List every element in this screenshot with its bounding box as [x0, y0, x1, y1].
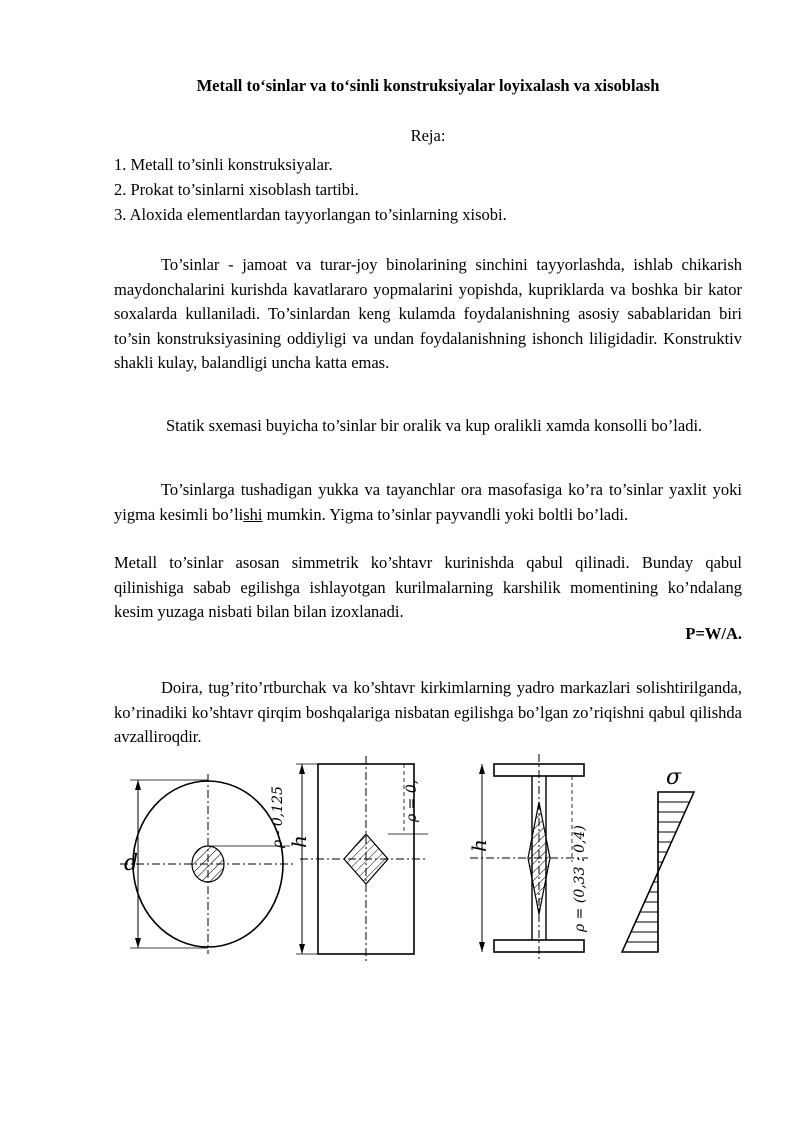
- rect-rho-label: ρ = 0,: [404, 779, 420, 822]
- circle-section: [120, 774, 296, 954]
- paragraph-5: [114, 676, 742, 750]
- paragraph-text: mumkin. Yigma to’sinlar payvandli yoki boltli bo’ladi.: [262, 504, 629, 524]
- formula: P=W/A.: [685, 624, 742, 643]
- paragraph-1: [114, 253, 742, 376]
- paragraph-3: [114, 478, 742, 527]
- paragraph-2: [114, 414, 742, 439]
- paragraph-text: To’sinlarga tushadigan yukka va tayanchlar ora masofasiga ko’ra to’sinlar yaxlit yoki yigma kesimli bo’li: [114, 480, 742, 524]
- cross-section-figure: [110, 752, 750, 967]
- underlined-text: shi: [243, 504, 263, 524]
- plan-list: [114, 152, 742, 227]
- stress-diagram: [622, 765, 694, 952]
- ibeam-height-label: h: [467, 839, 491, 852]
- plan-heading: Reja:: [410, 126, 446, 145]
- plan-item: 1. Metall to’sinli konstruksiyalar.: [114, 155, 333, 174]
- sigma-label: σ: [666, 765, 682, 790]
- ibeam-section: [467, 754, 588, 962]
- document-title: Metall to‘sinlar va to‘sinli konstruksiyalar loyixalash va xisoblash: [196, 76, 660, 95]
- paragraph-text: Metall to’sinlar asosan simmetrik ko’shtavr kurinishda qabul qilinadi. Bunday qabul qilinishiga sabab egilishga ishlayotgan kurilmalarning karshilik momentining ko’ndalang kesim yuzaga nisbati bilan bilan izoxlanadi.: [114, 553, 742, 622]
- rectangle-section: [287, 756, 428, 962]
- ibeam-rho-label: ρ = (0,33 : 0,4): [572, 825, 588, 932]
- plan-item: 2. Prokat to’sinlarni xisoblash tartibi.: [114, 180, 359, 199]
- plan-item: 3. Aloxida elementlardan tayyorlangan to’sinlarning xisobi.: [114, 205, 507, 224]
- paragraph-4: [114, 551, 742, 625]
- paragraph-text: To’sinlar - jamoat va turar-joy binolarining sinchini tayyorlashda, ishlab chikarish maydonchalarini kurishda kavatlararo yopmalarini yopishda, kupriklarda va boshka bir kator soxalarda kullaniladi. To’sinlardan keng kulamda foydalanishning asosiy sabablaridan biri to’sin konstruksiyasining oddiyligi va undan foydalanishning ishonch liligidadir. Konstruktiv shakli kulay, balandligi uncha katta emas.: [114, 255, 742, 373]
- paragraph-text: Statik sxemasi buyicha to’sinlar bir oralik va kup oralikli xamda konsolli bo’ladi.: [166, 416, 703, 435]
- circle-rho-label: ρ - 0,125: [270, 786, 286, 848]
- rect-height-label: h: [287, 835, 311, 848]
- diameter-label: d: [124, 851, 139, 876]
- paragraph-text: Doira, tug’rito’rtburchak va ko’shtavr kirkimlarning yadro markazlari solishtirilganda, ko’rinadiki ko’shtavr qirqim boshqalariga nisbatan egilishga bo’lgan zo’riqishni qabul qilishda avzalliroqdir.: [114, 678, 742, 747]
